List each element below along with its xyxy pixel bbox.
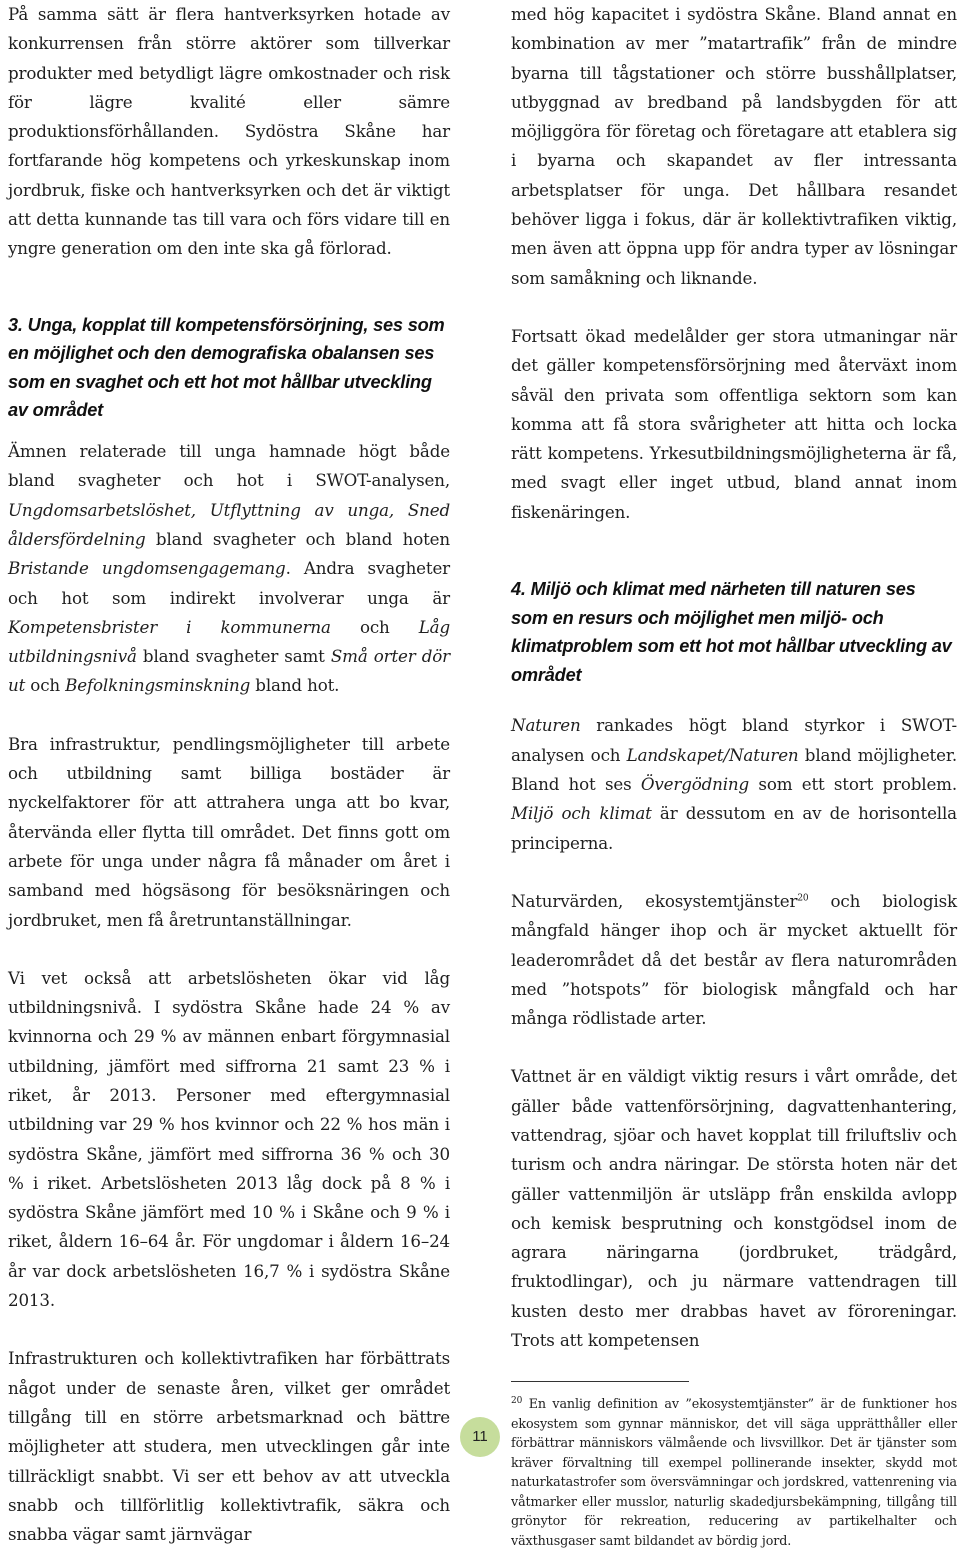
paragraph-utbildning-statistik: Vi vet också att arbetslösheten ökar vid låg utbildningsnivå. I sydöstra Skåne hade 24 % av kvinnorna och 29 % av männen enbart förgymnasial utbildning, jämfört med siffrorna 21 samt 23 % i riket, år 2013. Personer med eftergymnasial utbildning var 29 % hos kvinnor och 22 % hos män i sydöstra Skåne, jämfört med siffrorna 36 % och 30 % i riket. Arbetslösheten 2013 låg dock på 8 % i sydöstra Skåne jämfört med 10 % i Skåne och 9 % i riket, åldern 16–64 år. För ungdomar i åldern 16–24 år var dock arbetslösheten 16,7 % i sydöstra Skåne 2013. xyxy=(8,967,450,1311)
footnote-divider xyxy=(511,1381,689,1382)
left-column xyxy=(8,0,450,1549)
paragraph-kapacitet: med hög kapacitet i sydöstra Skåne. Bland annat en kombination av mer ”matartrafik” från de mindre byarna till tågstationer och större busshållplatser, utbyggnad av bredband på landsbygden för att möjliggöra för företag och företagare att etablera sig i byarna och skapandet av fler intressanta arbetsplatser för unga. Det hållbara resandet behöver ligga i fokus, där är kollektivtrafiken viktig, men även att öppna upp för andra typer av lösningar som samåkning och liknande. xyxy=(511,4,957,288)
paragraph-naturen: Naturen rankades högt bland styrkor i SWOT-analysen och Landskapet/Naturen bland möjligheter. Bland hot ses Övergödning som ett stort problem. Miljö och klimat är dessutom en av de horisontella principerna. xyxy=(511,715,958,853)
paragraph-kompetensforsorjning: Fortsatt ökad medelålder ger stora utmaningar när det gäller kompetensförsörjning med återväxt inom såväl den privata som offentliga sektorn som kan komma att få stora svårigheter att hitta och locka rätt kompetens. Yrkesutbildningsmöjligheterna är få, med svagt eller inget utbud, bland annat inom fiskenäringen. xyxy=(511,325,957,522)
paragraph-vattnet: Vattnet är en väldigt viktig resurs i vårt område, det gäller både vattenförsörjning, dagvattenhantering, vattendrag, sjöar och havet kopplat till friluftsliv och turism och andra näringar. De största hoten när det gäller vattenmiljön är utsläpp från enskilda avlopp och kemisk besprutning och konstgödsel inom de agrara näringarna (jordbruket, trädgård, fruktodlingar), och ju närmare vattendragen till kusten desto mer drabbas havet av föroreningar. Trots att kompetensen xyxy=(511,1066,957,1351)
right-column xyxy=(511,0,957,1550)
footnote-20: $^{20}$ En vanlig definition av ”ekosystemtjänster” är de funktioner hos ekosystem som gynnar människor, det vill säga upprätthåller eller förbättrar människors välmående och livsvillkor. Det är tjänster som kräver förvaltning till exempel pollinerande insekter, skydd mot naturkatastrofer som översvämningar och jordskred, vattenrening via våtmarker eller musslor, naturlig skadedjursbekämpning, tillgång till grönytor för rekreation, reducering av partikelhalter och växthusgaser samt bildandet av bördig jord. xyxy=(511,1396,957,1548)
paragraph-hantverk: På samma sätt är flera hantverksyrken hotade av konkurrensen från större aktörer som tillverkar produkter med betydligt lägre omkostnader och risk för lägre kvalité eller sämre produktionsförhållanden. Sydöstra Skåne har fortfarande hög kompetens och yrkeskunskap inom jordbruk, fiske och hantverksyrken och det är viktigt att detta kunnande tas till vara och förs vidare till en yngre generation om den inte ska gå förlorad. xyxy=(8,4,450,259)
paragraph-kollektivtrafik: Infrastrukturen och kollektivtrafiken har förbättrats något under de senaste åren, vilket ger området tillgång till en större arbetsmarknad och bättre möjligheter att studera, men utvecklingen går inte tillräckligt snabbt. Vi ser ett behov av att utveckla snabb och tillförlitlig kollektivtrafik, säkra och snabba vägar samt järnvägar xyxy=(8,1348,450,1545)
paragraph-naturvarden: Naturvärden, ekosystemtjänster$^{20}$ och biologisk mångfald hänger ihop och är mycket aktuellt för leaderområdet då det består av flera naturområden med ”hotspots” för biologisk mångfald och har många rödlistade arter. xyxy=(511,890,957,1029)
footnote-ref[interactable]: 20 xyxy=(797,893,809,904)
paragraph-infrastruktur: Bra infrastruktur, pendlingsmöjligheter till arbete och utbildning samt billiga bostäder är nyckelfaktorer för att attrahera unga att bo kvar, återvända eller flytta till området. Det finns gott om arbete för unga under några få månader om året i samband med högsäsong för besöksnäringen och jordbruket, men få åretruntanställningar. xyxy=(8,733,450,930)
section-heading-4: 4. Miljö och klimat med närheten till naturen ses som en resurs och möjlighet men miljö- och klimatproblem som ett hot mot hållbar utveckling av området xyxy=(511,579,952,685)
section-heading-3: 3. Unga, kopplat till kompetensförsörjning, ses som en möjlighet och den demografiska obalansen ses som en svaghet och ett hot mot hållbar utveckling av området xyxy=(8,314,445,421)
page-number-badge: 11 xyxy=(460,1417,500,1457)
paragraph-swot-unga: Ämnen relaterade till unga hamnade högt både bland svagheter och hot i SWOT-analysen, Ungdomsarbetslöshet, Utflyttning av unga, Sned åldersfördelning bland svagheter och bland hoten Bristande ungdomsengagemang. Andra svagheter och hot som indirekt involverar unga är Kompetensbrister i kommunerna och Låg utbildningsnivå bland svagheter samt Små orter dör ut och Befolkningsminskning bland hot. xyxy=(8,441,451,696)
footnote-number: 20 xyxy=(511,1396,523,1407)
